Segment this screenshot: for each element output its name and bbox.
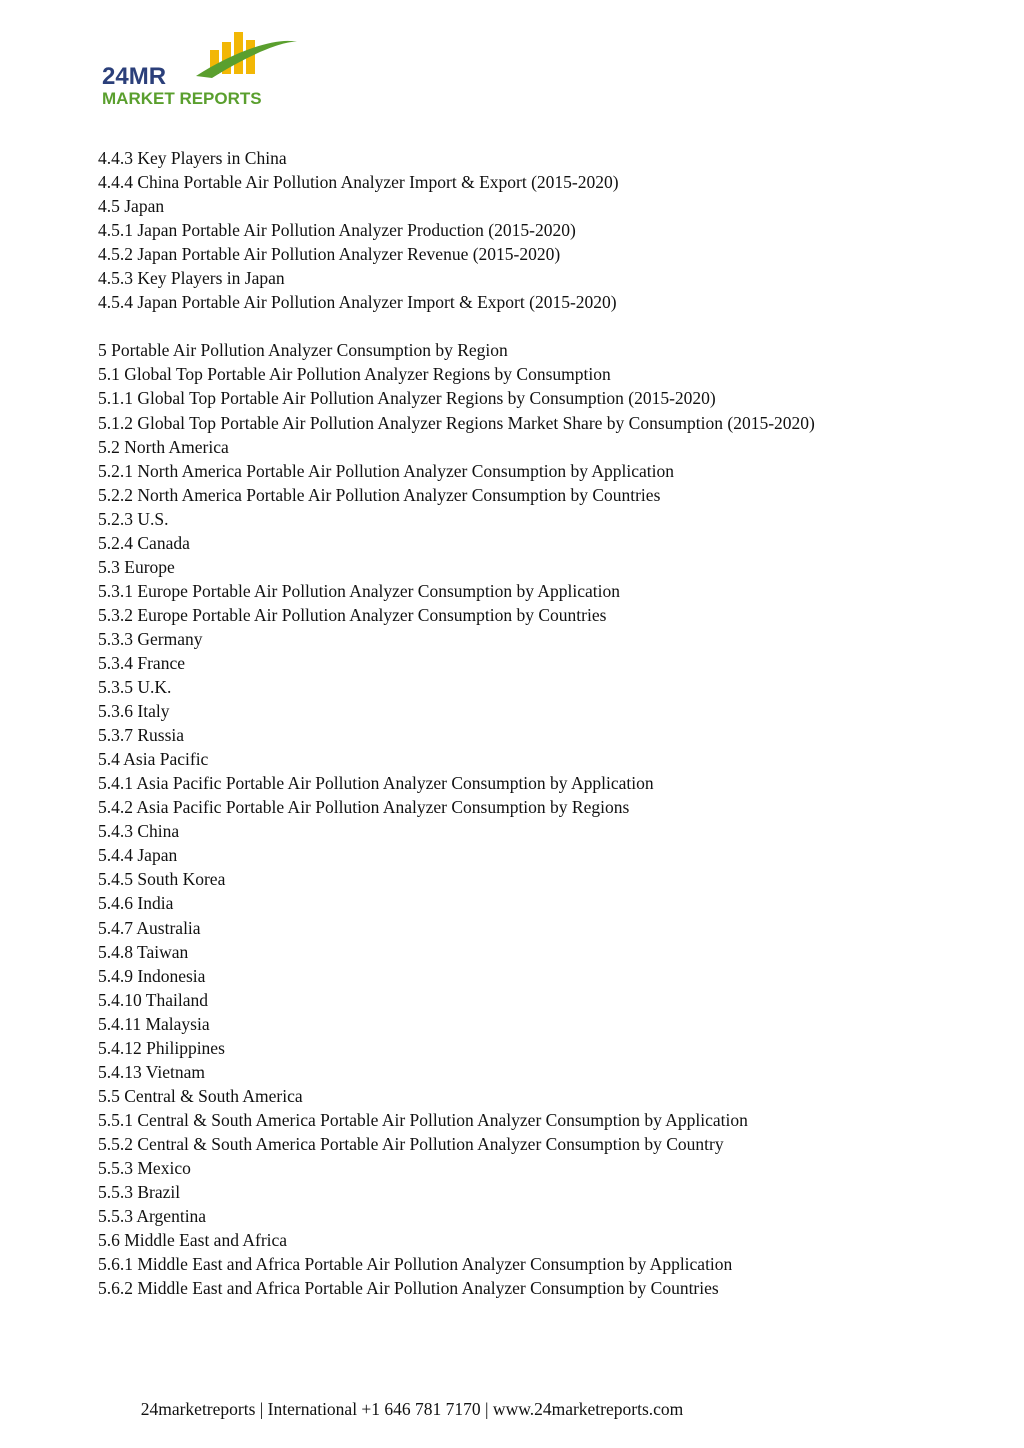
toc-entry: 5.4.5 South Korea <box>98 869 226 890</box>
logo-text-bottom: MARKET REPORTS <box>102 89 262 108</box>
toc-entry: 5.3.4 France <box>98 652 185 673</box>
toc-entry: 5.5.3 Argentina <box>98 1206 207 1227</box>
toc-entry: 5.4.13 Vietnam <box>98 1061 206 1082</box>
toc-entry: 5.3.2 Europe Portable Air Pollution Analyzer Consumption by Countries <box>98 604 607 625</box>
toc-entry: 5.4.2 Asia Pacific Portable Air Pollution Analyzer Consumption by Regions <box>98 797 630 818</box>
toc-entry: 5.4.9 Indonesia <box>98 965 206 986</box>
toc-entry: 4.5.4 Japan Portable Air Pollution Analyzer Import & Export (2015-2020) <box>98 292 617 313</box>
toc-entry: 5.4.7 Australia <box>98 917 201 938</box>
toc-entry: 5.3.5 U.K. <box>98 677 172 698</box>
toc-entry: 5.2.2 North America Portable Air Pollution Analyzer Consumption by Countries <box>98 484 661 505</box>
toc-entry: 5.3.7 Russia <box>98 725 185 746</box>
toc-entry: 5.1.2 Global Top Portable Air Pollution Analyzer Regions Market Share by Consumption (2015-2020) <box>98 412 815 433</box>
toc-entry: 5.3.3 Germany <box>98 628 203 649</box>
toc-entry: 5.2.1 North America Portable Air Pollution Analyzer Consumption by Application <box>98 460 674 481</box>
toc-entry: 5.4.4 Japan <box>98 845 178 866</box>
toc-entry: 4.4.4 China Portable Air Pollution Analyzer Import & Export (2015-2020) <box>98 172 619 193</box>
toc-entry: 5.1 Global Top Portable Air Pollution Analyzer Regions by Consumption <box>98 364 611 385</box>
toc-entry: 5.5 Central & South America <box>98 1085 303 1106</box>
toc-entry: 5.4 Asia Pacific <box>98 749 209 770</box>
toc-entry: 4.5.3 Key Players in Japan <box>98 268 285 289</box>
toc-entry: 5.3.6 Italy <box>98 701 170 722</box>
toc-entry: 4.5 Japan <box>98 196 165 217</box>
logo-graphic <box>100 28 310 108</box>
section-spacer <box>98 314 815 338</box>
toc-entry: 5.6.1 Middle East and Africa Portable Air Pollution Analyzer Consumption by Application <box>98 1254 733 1275</box>
toc-entry: 5.4.8 Taiwan <box>98 941 189 962</box>
footer-contact-text: 24marketreports | International +1 646 781 7170 | www.24marketreports.com <box>140 1399 684 1419</box>
toc-entry: 5.3.1 Europe Portable Air Pollution Analyzer Consumption by Application <box>98 580 621 601</box>
toc-entry: 5.5.3 Brazil <box>98 1182 181 1203</box>
toc-entry: 5.6.2 Middle East and Africa Portable Air Pollution Analyzer Consumption by Countries <box>98 1278 719 1299</box>
toc-entry: 5.4.10 Thailand <box>98 989 209 1010</box>
toc-entry: 5.5.3 Mexico <box>98 1157 191 1178</box>
toc-entry: 4.5.1 Japan Portable Air Pollution Analyzer Production (2015-2020) <box>98 220 576 241</box>
table-of-contents <box>98 146 815 1300</box>
toc-entry: 5.4.6 India <box>98 893 174 914</box>
toc-entry: 5.2.3 U.S. <box>98 508 169 529</box>
toc-entry: 5.2 North America <box>98 436 229 457</box>
toc-entry: 5.4.12 Philippines <box>98 1037 225 1058</box>
toc-entry: 5.5.2 Central & South America Portable Air Pollution Analyzer Consumption by Country <box>98 1133 724 1154</box>
toc-entry: 5.1.1 Global Top Portable Air Pollution Analyzer Regions by Consumption (2015-2020) <box>98 388 716 409</box>
toc-entry: 5 Portable Air Pollution Analyzer Consumption by Region <box>98 340 508 361</box>
toc-entry: 5.4.1 Asia Pacific Portable Air Pollution Analyzer Consumption by Application <box>98 773 654 794</box>
brand-logo <box>100 28 310 108</box>
logo-text-top: 24MR <box>102 63 167 90</box>
toc-entry: 5.4.3 China <box>98 821 180 842</box>
toc-entry: 5.6 Middle East and Africa <box>98 1230 288 1251</box>
page-footer <box>0 1399 1024 1420</box>
toc-entry: 5.3 Europe <box>98 556 175 577</box>
toc-entry: 5.4.11 Malaysia <box>98 1013 210 1034</box>
toc-entry: 5.2.4 Canada <box>98 532 190 553</box>
toc-entry: 4.5.2 Japan Portable Air Pollution Analyzer Revenue (2015-2020) <box>98 244 561 265</box>
toc-entry: 5.5.1 Central & South America Portable Air Pollution Analyzer Consumption by Application <box>98 1109 748 1130</box>
toc-entry: 4.4.3 Key Players in China <box>98 148 287 168</box>
